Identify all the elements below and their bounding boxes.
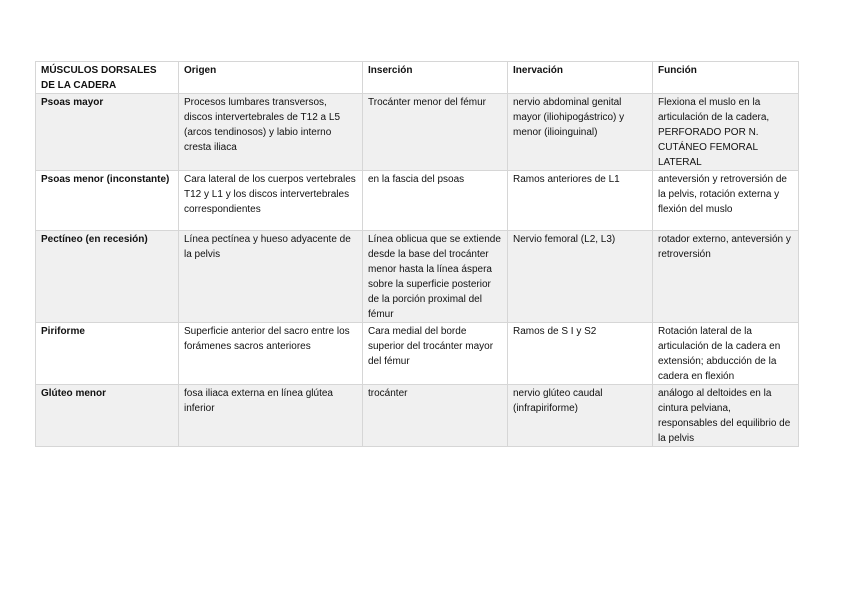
table-row (36, 171, 799, 231)
header-insercion: Inserción (363, 62, 508, 94)
cell-insercion: Cara medial del borde superior del trocánter mayor del fémur (363, 323, 508, 385)
cell-inervacion: nervio glúteo caudal (infrapiriforme) (508, 385, 653, 447)
cell-funcion: anteversión y retroversión de la pelvis, rotación externa y flexión del muslo (653, 171, 799, 231)
cell-musculo: Pectíneo (en recesión) (36, 231, 179, 323)
header-origen: Origen (179, 62, 363, 94)
cell-origen: Superficie anterior del sacro entre los forámenes sacros anteriores (179, 323, 363, 385)
header-musculos: MÚSCULOS DORSALES DE LA CADERA (36, 62, 179, 94)
cell-inervacion: nervio abdominal genital mayor (iliohipogástrico) y menor (ilioinguinal) (508, 94, 653, 171)
cell-funcion: análogo al deltoides en la cintura pelviana, responsables del equilibrio de la pelvis (653, 385, 799, 447)
table-row (36, 385, 799, 447)
cell-inervacion: Nervio femoral (L2, L3) (508, 231, 653, 323)
header-inervacion: Inervación (508, 62, 653, 94)
cell-insercion: Trocánter menor del fémur (363, 94, 508, 171)
table-row (36, 94, 799, 171)
table-row (36, 231, 799, 323)
table-row (36, 323, 799, 385)
cell-inervacion: Ramos anteriores de L1 (508, 171, 653, 231)
header-funcion: Función (653, 62, 799, 94)
table-header-row (36, 62, 799, 94)
cell-funcion: Rotación lateral de la articulación de la cadera en extensión; abducción de la cadera en flexión (653, 323, 799, 385)
cell-insercion: Línea oblicua que se extiende desde la base del trocánter menor hasta la línea áspera sobre la superficie posterior de la porción proximal del fémur (363, 231, 508, 323)
cell-musculo: Psoas menor (inconstante) (36, 171, 179, 231)
cell-funcion: Flexiona el muslo en la articulación de la cadera, PERFORADO POR N. CUTÁNEO FEMORAL LATERAL (653, 94, 799, 171)
cell-musculo: Piriforme (36, 323, 179, 385)
muscles-table (35, 61, 799, 447)
cell-inervacion: Ramos de S I y S2 (508, 323, 653, 385)
cell-musculo: Psoas mayor (36, 94, 179, 171)
cell-funcion: rotador externo, anteversión y retroversión (653, 231, 799, 323)
cell-origen: Línea pectínea y hueso adyacente de la pelvis (179, 231, 363, 323)
cell-origen: fosa iliaca externa en línea glútea inferior (179, 385, 363, 447)
cell-origen: Cara lateral de los cuerpos vertebrales T12 y L1 y los discos intervertebrales correspondientes (179, 171, 363, 231)
cell-insercion: trocánter (363, 385, 508, 447)
cell-insercion: en la fascia del psoas (363, 171, 508, 231)
cell-musculo: Glúteo menor (36, 385, 179, 447)
cell-origen: Procesos lumbares transversos, discos intervertebrales de T12 a L5 (arcos tendinosos) y labio interno cresta iliaca (179, 94, 363, 171)
